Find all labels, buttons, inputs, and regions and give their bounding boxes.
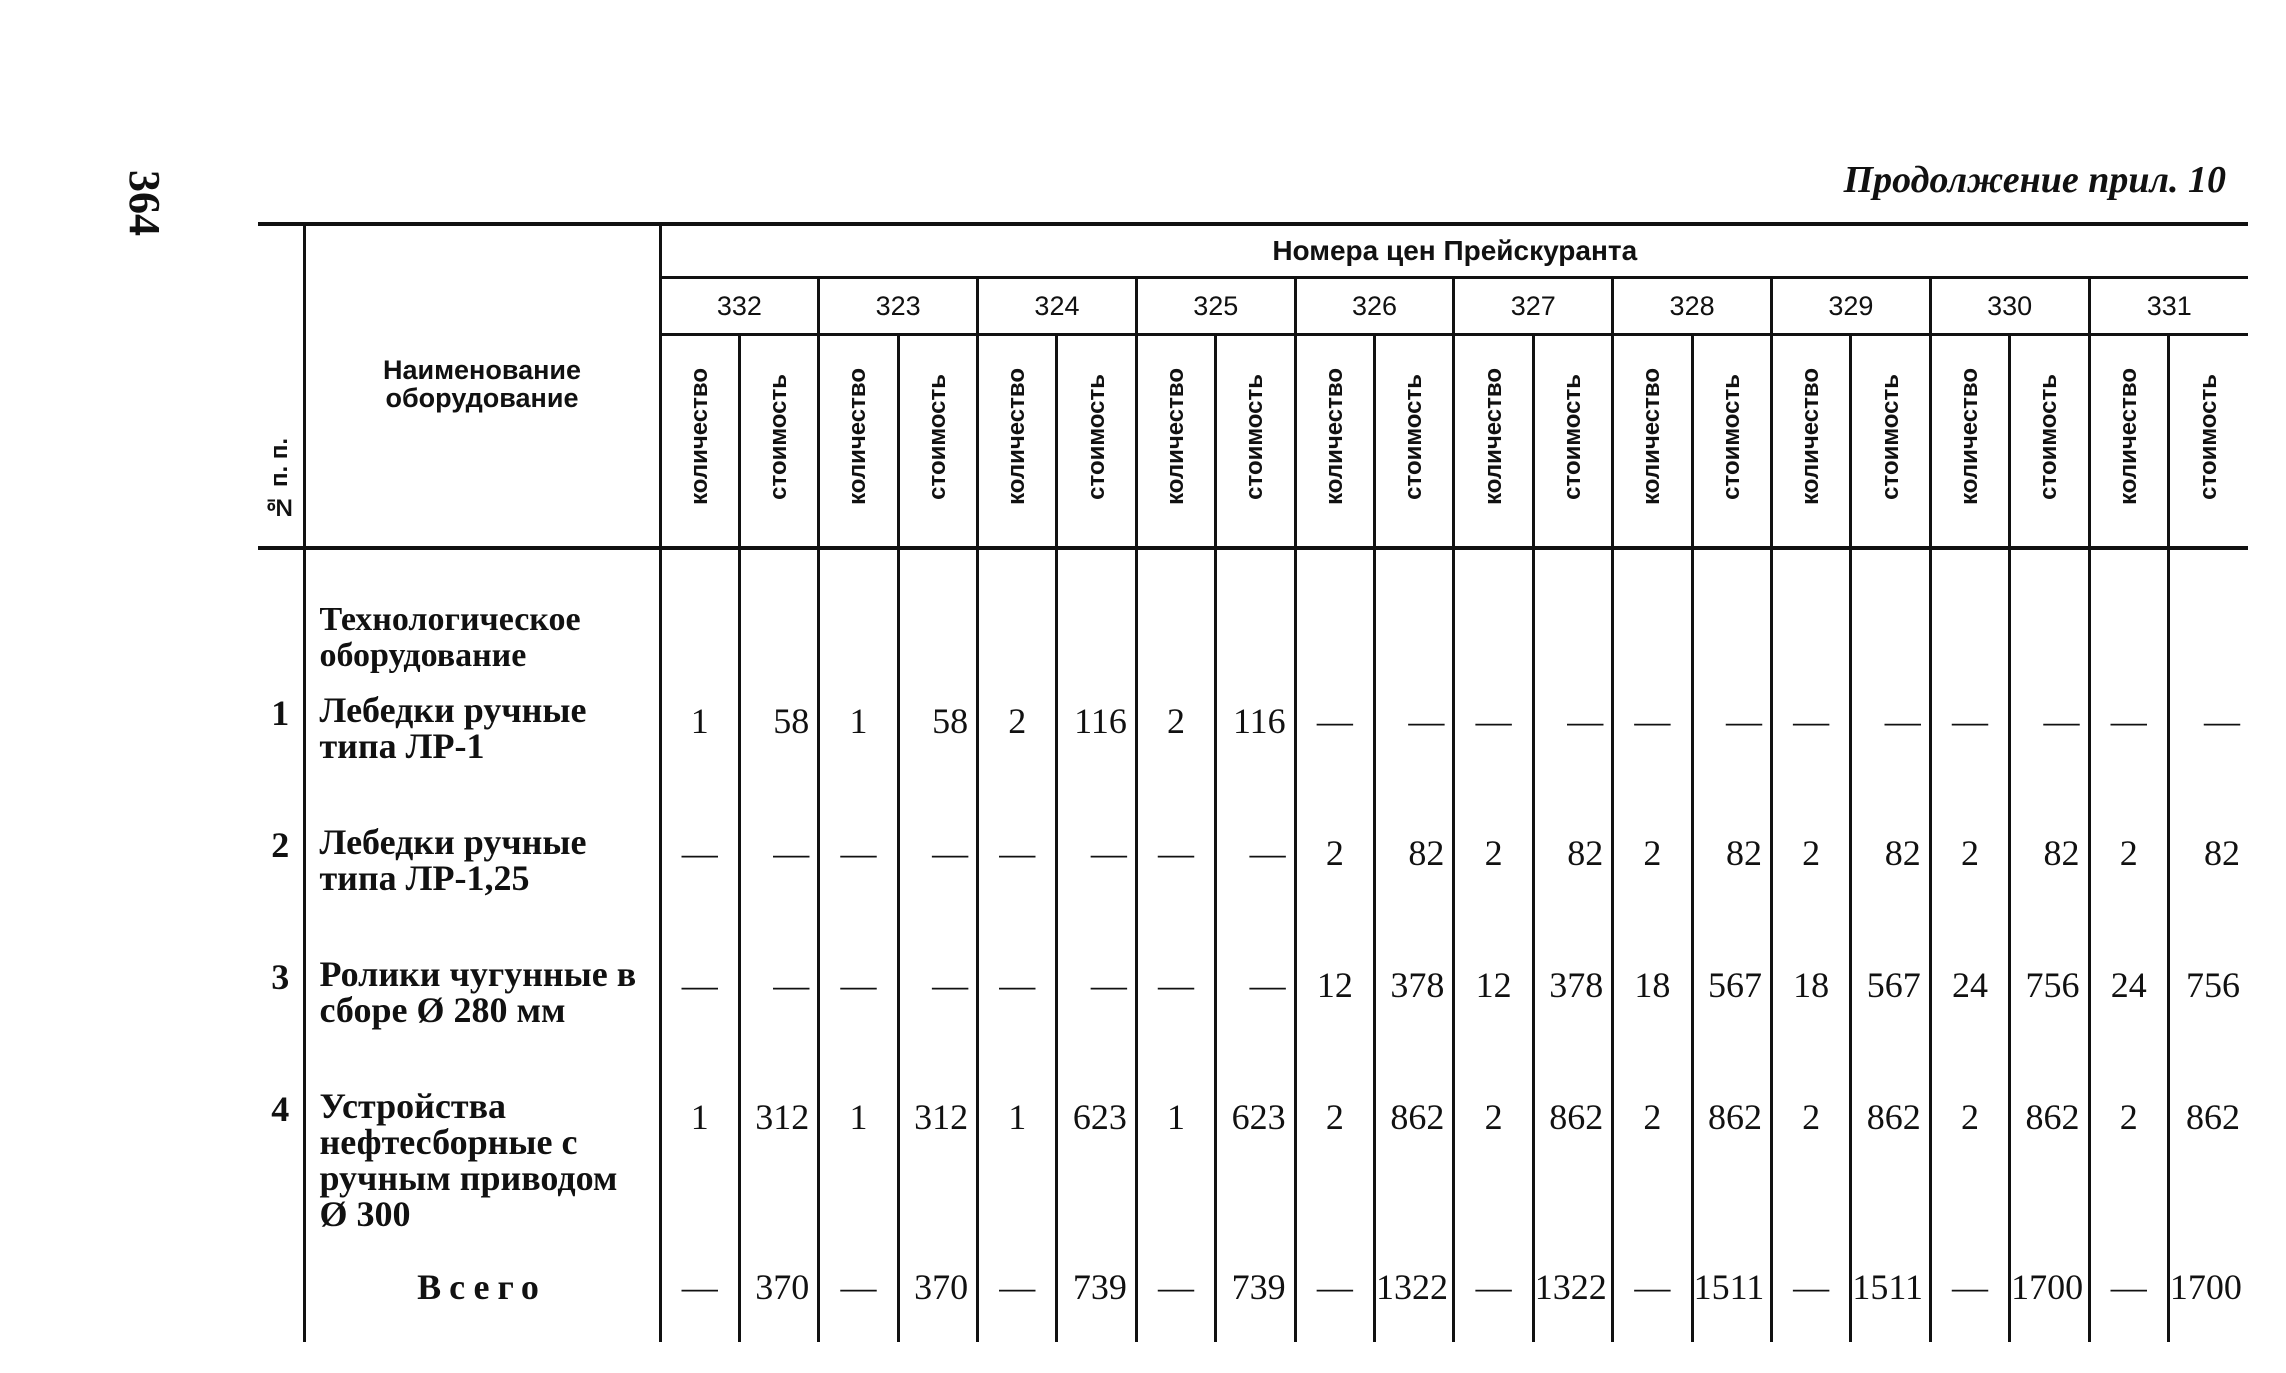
- cost-cell: —: [1692, 692, 1771, 824]
- quantity-cell: 12: [1454, 956, 1533, 1088]
- cost-cell: —: [1216, 824, 1295, 956]
- price-code-header: 332: [660, 278, 819, 335]
- row-name: Лебедки ручные типа ЛР-1,25: [304, 824, 660, 956]
- quantity-cell: 2: [1771, 1088, 1850, 1232]
- price-code-header: 326: [1295, 278, 1454, 335]
- quantity-cell: 2: [1454, 824, 1533, 956]
- quantity-cell: 2: [978, 692, 1057, 824]
- cost-cell: 82: [1375, 824, 1454, 956]
- cost-cell: 82: [1692, 824, 1771, 956]
- cost-cell: —: [898, 956, 977, 1088]
- section-row: [258, 548, 2248, 692]
- quantity-cell: 2: [1930, 1088, 2009, 1232]
- cost-cell: —: [898, 824, 977, 956]
- quantity-header-label: количество: [1320, 368, 1348, 505]
- cost-header-label: стоимость: [1876, 373, 1904, 500]
- cost-cell: 82: [2010, 824, 2089, 956]
- quantity-cell: —: [660, 956, 739, 1088]
- cost-cell: —: [1216, 956, 1295, 1088]
- cost-cell: 739: [1057, 1232, 1136, 1342]
- quantity-header: [660, 335, 739, 549]
- table-row: [258, 824, 2248, 956]
- cost-cell: —: [1533, 692, 1612, 824]
- price-group-header: Номера цен Прейскуранта: [660, 224, 2248, 278]
- quantity-header: [1613, 335, 1692, 549]
- quantity-cell: —: [1454, 1232, 1533, 1342]
- cost-cell: 1511: [1851, 1232, 1930, 1342]
- quantity-cell: 1: [819, 1088, 898, 1232]
- quantity-cell: —: [1295, 692, 1374, 824]
- quantity-header-label: количество: [685, 368, 713, 505]
- quantity-header-label: количество: [1479, 368, 1507, 505]
- quantity-cell: 1: [978, 1088, 1057, 1232]
- quantity-cell: 12: [1295, 956, 1374, 1088]
- cost-cell: 370: [898, 1232, 977, 1342]
- cost-cell: 1511: [1692, 1232, 1771, 1342]
- row-name: Лебедки ручные типа ЛР-1: [304, 692, 660, 824]
- quantity-cell: —: [1613, 692, 1692, 824]
- quantity-cell: —: [1771, 692, 1850, 824]
- quantity-cell: —: [660, 1232, 739, 1342]
- cost-header: [2168, 335, 2248, 549]
- cost-header-label: стоимость: [2194, 373, 2222, 500]
- price-code-header: 325: [1136, 278, 1295, 335]
- cost-cell: 82: [1533, 824, 1612, 956]
- price-code-header: 324: [978, 278, 1137, 335]
- quantity-header: [1136, 335, 1215, 549]
- page-number: 364: [120, 170, 169, 236]
- quantity-cell: —: [978, 824, 1057, 956]
- quantity-cell: —: [2089, 1232, 2168, 1342]
- quantity-cell: 24: [1930, 956, 2009, 1088]
- cost-cell: 739: [1216, 1232, 1295, 1342]
- table-body: [258, 548, 2248, 1342]
- cost-header-label: стоимость: [1241, 373, 1269, 500]
- cost-cell: —: [739, 956, 818, 1088]
- cost-cell: 862: [1851, 1088, 1930, 1232]
- cost-cell: 862: [1375, 1088, 1454, 1232]
- cost-cell: 1700: [2010, 1232, 2089, 1342]
- cost-cell: 623: [1216, 1088, 1295, 1232]
- quantity-cell: —: [1930, 1232, 2009, 1342]
- quantity-cell: —: [819, 1232, 898, 1342]
- cost-header-label: стоимость: [1400, 373, 1428, 500]
- cost-header: [1533, 335, 1612, 549]
- cost-header: [2010, 335, 2089, 549]
- cost-header-label: стоимость: [1558, 373, 1586, 500]
- cost-cell: 862: [1533, 1088, 1612, 1232]
- cost-cell: 312: [739, 1088, 818, 1232]
- quantity-cell: 2: [1771, 824, 1850, 956]
- cost-cell: —: [1851, 692, 1930, 824]
- quantity-header: [1930, 335, 2009, 549]
- cost-cell: 378: [1533, 956, 1612, 1088]
- quantity-cell: 2: [1295, 1088, 1374, 1232]
- quantity-cell: —: [660, 824, 739, 956]
- cost-header-label: стоимость: [923, 373, 951, 500]
- cost-cell: —: [1057, 956, 1136, 1088]
- price-code-header: 328: [1613, 278, 1772, 335]
- quantity-header-label: количество: [2114, 368, 2142, 505]
- cost-cell: 82: [2168, 824, 2248, 956]
- quantity-cell: 2: [1930, 824, 2009, 956]
- quantity-header-label: количество: [1003, 368, 1031, 505]
- cost-header-label: стоимость: [1082, 373, 1110, 500]
- cost-header: [1692, 335, 1771, 549]
- quantity-cell: 2: [1613, 1088, 1692, 1232]
- quantity-cell: 1: [1136, 1088, 1215, 1232]
- header-row-group: [258, 224, 2248, 278]
- cost-cell: 116: [1057, 692, 1136, 824]
- cost-cell: 58: [739, 692, 818, 824]
- quantity-header: [1454, 335, 1533, 549]
- cost-header: [1057, 335, 1136, 549]
- cost-cell: 862: [2010, 1088, 2089, 1232]
- quantity-header-label: количество: [1162, 368, 1190, 505]
- cost-cell: 623: [1057, 1088, 1136, 1232]
- total-row: [258, 1232, 2248, 1342]
- quantity-header: [819, 335, 898, 549]
- quantity-cell: —: [1613, 1232, 1692, 1342]
- quantity-cell: 2: [1454, 1088, 1533, 1232]
- cost-header: [898, 335, 977, 549]
- cost-cell: 1322: [1533, 1232, 1612, 1342]
- section-title: Технологическое оборудование: [304, 548, 660, 692]
- cost-cell: 312: [898, 1088, 977, 1232]
- quantity-cell: —: [2089, 692, 2168, 824]
- quantity-cell: —: [1136, 956, 1215, 1088]
- quantity-cell: —: [1136, 1232, 1215, 1342]
- cost-cell: 756: [2168, 956, 2248, 1088]
- quantity-cell: —: [978, 956, 1057, 1088]
- quantity-cell: —: [1771, 1232, 1850, 1342]
- quantity-header: [1771, 335, 1850, 549]
- no-header-label: № п. п.: [266, 438, 294, 521]
- quantity-cell: 2: [1295, 824, 1374, 956]
- row-number: [258, 1232, 304, 1342]
- quantity-header: [2089, 335, 2168, 549]
- price-table: [258, 222, 2248, 1342]
- quantity-cell: 2: [2089, 1088, 2168, 1232]
- quantity-cell: 2: [1136, 692, 1215, 824]
- no-header: [258, 224, 304, 548]
- cost-header: [739, 335, 818, 549]
- cost-cell: 378: [1375, 956, 1454, 1088]
- cost-header-label: стоимость: [1717, 373, 1745, 500]
- row-number: 1: [271, 693, 290, 733]
- quantity-cell: 1: [819, 692, 898, 824]
- quantity-cell: 2: [2089, 824, 2168, 956]
- quantity-cell: 1: [660, 1088, 739, 1232]
- quantity-cell: —: [1295, 1232, 1374, 1342]
- price-code-header: 323: [819, 278, 978, 335]
- cost-cell: —: [1057, 824, 1136, 956]
- cost-header: [1851, 335, 1930, 549]
- cost-cell: —: [2010, 692, 2089, 824]
- quantity-header-label: количество: [1638, 368, 1666, 505]
- table-row: [258, 692, 2248, 824]
- table-row: [258, 1088, 2248, 1232]
- price-code-header: 327: [1454, 278, 1613, 335]
- cost-header: [1216, 335, 1295, 549]
- section-no-cell: [258, 548, 304, 692]
- cost-cell: 116: [1216, 692, 1295, 824]
- quantity-header-label: количество: [1797, 368, 1825, 505]
- cost-cell: 82: [1851, 824, 1930, 956]
- quantity-cell: —: [1454, 692, 1533, 824]
- cost-cell: —: [2168, 692, 2248, 824]
- cost-cell: 1700: [2168, 1232, 2248, 1342]
- quantity-cell: —: [1930, 692, 2009, 824]
- table-row: [258, 956, 2248, 1088]
- table-caption: Продолжение прил. 10: [1843, 159, 2226, 201]
- total-label: Всего: [304, 1232, 660, 1342]
- row-number: 4: [271, 1089, 290, 1129]
- cost-cell: 1322: [1375, 1232, 1454, 1342]
- row-number: 3: [271, 957, 290, 997]
- price-code-header: 331: [2089, 278, 2248, 335]
- quantity-cell: 18: [1613, 956, 1692, 1088]
- quantity-cell: —: [978, 1232, 1057, 1342]
- cost-cell: 567: [1692, 956, 1771, 1088]
- cost-cell: —: [1375, 692, 1454, 824]
- cost-header: [1375, 335, 1454, 549]
- quantity-cell: 2: [1613, 824, 1692, 956]
- cost-cell: 862: [2168, 1088, 2248, 1232]
- price-code-header: 329: [1771, 278, 1930, 335]
- cost-cell: 58: [898, 692, 977, 824]
- quantity-header-label: количество: [844, 368, 872, 505]
- quantity-header-label: количество: [1955, 368, 1983, 505]
- price-code-header: 330: [1930, 278, 2089, 335]
- cost-cell: 862: [1692, 1088, 1771, 1232]
- quantity-cell: 24: [2089, 956, 2168, 1088]
- quantity-cell: —: [819, 956, 898, 1088]
- cost-cell: —: [739, 824, 818, 956]
- quantity-cell: —: [819, 824, 898, 956]
- quantity-header: [1295, 335, 1374, 549]
- row-name: Ролики чугунные в сборе Ø 280 мм: [304, 956, 660, 1088]
- cost-cell: 370: [739, 1232, 818, 1342]
- quantity-cell: —: [1136, 824, 1215, 956]
- cost-cell: 567: [1851, 956, 1930, 1088]
- name-header: Наименование оборудование: [304, 224, 660, 548]
- cost-cell: 756: [2010, 956, 2089, 1088]
- row-number: 2: [271, 825, 290, 865]
- cost-header-label: стоимость: [2035, 373, 2063, 500]
- quantity-header: [978, 335, 1057, 549]
- cost-header-label: стоимость: [765, 373, 793, 500]
- row-name: Устройства нефтесборные с ручным приводом Ø 300: [304, 1088, 660, 1232]
- quantity-cell: 1: [660, 692, 739, 824]
- quantity-cell: 18: [1771, 956, 1850, 1088]
